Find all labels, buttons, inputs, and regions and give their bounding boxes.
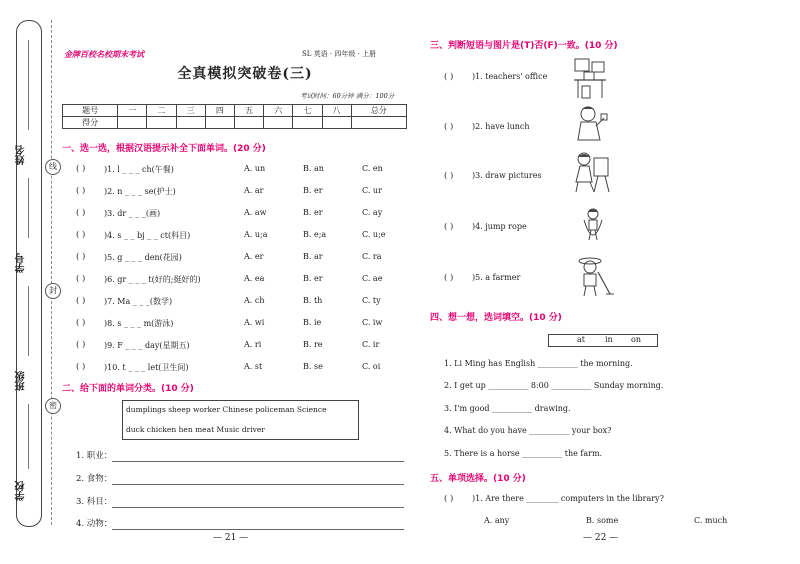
option-c: C. ir <box>362 340 380 349</box>
cut-line <box>51 20 52 525</box>
score-input[interactable] <box>322 117 351 129</box>
option-c: C. en <box>362 164 383 173</box>
score-cell: 五 <box>234 105 263 117</box>
answer-paren[interactable]: ( ) <box>76 252 86 262</box>
name-line <box>28 40 29 130</box>
label-name: 姓名 <box>16 145 27 165</box>
answer-paren[interactable]: ( ) <box>76 230 86 240</box>
label-student-id: 学号 <box>16 253 27 273</box>
exam-info: 考试时间：60分钟 满分：100分 <box>300 92 395 100</box>
option-a: A. ar <box>244 186 264 195</box>
seal-line: 线 <box>45 159 61 175</box>
score-table <box>62 104 407 129</box>
lunch-illustration <box>574 104 610 144</box>
answer-paren[interactable]: ( ) <box>444 222 454 232</box>
page-title: 全真模拟突破卷(三) <box>177 66 313 82</box>
option-b: B. se <box>303 362 323 371</box>
option-b: B. e;a <box>303 230 327 239</box>
option-b: B. ar <box>303 252 323 261</box>
question-text: )5. g _ _ _ den(花园) <box>104 253 182 262</box>
jump-rope-illustration <box>580 206 606 248</box>
question-text: )4. s _ _ bj _ _ ct(科目) <box>104 231 191 240</box>
choice-word: on <box>631 335 641 344</box>
score-cell: 六 <box>264 105 293 117</box>
word-bank-line: duck chicken hen meat Music driver <box>126 425 265 434</box>
page-number-left: — 21 — <box>213 533 249 543</box>
score-cell: 八 <box>322 105 351 117</box>
option-a: A. un <box>244 164 266 173</box>
question-text: )1. l _ _ _ ch(午餐) <box>104 165 174 174</box>
option-a: A. any <box>484 516 510 525</box>
fill-question[interactable]: 5. There is a horse __________ the farm. <box>444 449 603 458</box>
fill-question[interactable]: 4. What do you have __________ your box? <box>444 426 612 435</box>
office-illustration <box>572 56 608 100</box>
label-school: 学校 <box>16 481 27 501</box>
option-c: C. oi <box>362 362 381 371</box>
answer-paren[interactable]: ( ) <box>76 362 86 372</box>
section2-title: 二、给下面的单词分类。(10 分) <box>62 384 194 394</box>
school-line <box>28 404 29 469</box>
score-input[interactable] <box>205 117 234 129</box>
score-cell: 总分 <box>351 105 406 117</box>
option-b: B. re <box>303 340 323 349</box>
answer-paren[interactable]: ( ) <box>76 296 86 306</box>
score-cell: 七 <box>293 105 322 117</box>
class-line <box>28 286 29 356</box>
option-a: A. ch <box>244 296 265 305</box>
section3-title: 三、判断短语与图片是(T)否(F)一致。(10 分) <box>430 41 618 51</box>
category-label: 3. 科目： <box>76 497 113 507</box>
option-b: B. some <box>586 516 619 525</box>
option-c: C. ty <box>362 296 381 305</box>
score-input[interactable] <box>264 117 293 129</box>
category-label: 4. 动物： <box>76 519 113 529</box>
question-text: )5. a farmer <box>472 273 521 282</box>
score-input[interactable] <box>176 117 205 129</box>
option-a: A. u;a <box>244 230 268 239</box>
word-bank-line: dumplings sheep worker Chinese policeman Science <box>126 405 327 414</box>
option-b: B. an <box>303 164 324 173</box>
score-input[interactable] <box>118 117 147 129</box>
score-input[interactable] <box>147 117 176 129</box>
score-cell: 一 <box>118 105 147 117</box>
category-label: 1. 职业： <box>76 451 113 461</box>
score-cell: 三 <box>176 105 205 117</box>
option-c: C. much <box>694 516 728 525</box>
answer-paren[interactable]: ( ) <box>76 208 86 218</box>
answer-paren[interactable]: ( ) <box>76 274 86 284</box>
word-choice-box <box>548 334 658 347</box>
option-a: A. ea <box>244 274 265 283</box>
question-text: )7. Ma _ _ _(数学) <box>104 297 173 306</box>
answer-paren[interactable]: ( ) <box>444 122 454 132</box>
seal-secret: 密 <box>45 398 61 414</box>
seal-seal: 封 <box>45 283 61 299</box>
option-b: B. er <box>303 274 323 283</box>
option-c: C. ae <box>362 274 383 283</box>
answer-paren[interactable]: ( ) <box>76 318 86 328</box>
question-text: )4. jump rope <box>472 222 527 231</box>
farmer-illustration <box>570 254 614 298</box>
answer-paren[interactable]: ( ) <box>76 340 86 350</box>
section1-title: 一、选一选，根据汉语提示补全下面单词。(20 分) <box>62 144 266 154</box>
score-cell: 题号 <box>63 105 118 117</box>
score-cell: 得分 <box>63 117 118 129</box>
option-a: A. wi <box>244 318 265 327</box>
brand-label: 金牌百校名校期末考试 <box>64 49 144 59</box>
answer-paren[interactable]: ( ) <box>444 171 454 181</box>
option-c: C. iw <box>362 318 383 327</box>
section4-title: 四、想一想，选词填空。(10 分) <box>430 313 562 323</box>
answer-line[interactable] <box>112 528 404 530</box>
word-bank <box>122 400 359 440</box>
label-class: 班级 <box>16 371 27 391</box>
answer-paren[interactable]: ( ) <box>76 164 86 174</box>
drawing-illustration <box>572 150 612 194</box>
option-b: B. er <box>303 208 323 217</box>
section5-title: 五、单项选择。(10 分) <box>430 474 526 484</box>
question-text: )1. Are there ________ computers in the library? <box>472 494 664 503</box>
question-text: )9. F _ _ _ day(星期五) <box>104 341 190 350</box>
question-text: )2. have lunch <box>472 122 530 131</box>
option-b: B. th <box>303 296 323 305</box>
answer-paren[interactable]: ( ) <box>444 273 454 283</box>
answer-paren[interactable]: ( ) <box>444 72 454 82</box>
option-c: C. ay <box>362 208 383 217</box>
fill-question[interactable]: 3. I'm good __________ drawing. <box>444 404 571 413</box>
question-text: )6. gr _ _ _ t(好的;挺好的) <box>104 275 201 284</box>
score-cell: 四 <box>205 105 234 117</box>
fill-question[interactable]: 1. Li Ming has English __________ the morning. <box>444 359 633 368</box>
score-input[interactable] <box>234 117 263 129</box>
answer-paren[interactable]: ( ) <box>444 494 454 504</box>
option-a: A. aw <box>244 208 267 217</box>
page-number-right: — 22 — <box>583 533 619 543</box>
option-a: A. st <box>244 362 263 371</box>
choice-word: at <box>577 335 585 344</box>
score-cell: 二 <box>147 105 176 117</box>
score-value-row <box>63 117 407 129</box>
score-input[interactable] <box>351 117 406 129</box>
question-text: )1. teachers' office <box>472 72 548 81</box>
option-c: C. u;e <box>362 230 386 239</box>
answer-line[interactable] <box>112 483 404 485</box>
option-c: C. ra <box>362 252 382 261</box>
studentid-line <box>28 178 29 238</box>
answer-paren[interactable]: ( ) <box>76 186 86 196</box>
option-a: A. ri <box>244 340 262 349</box>
choice-word: in <box>605 335 613 344</box>
option-b: B. ie <box>303 318 322 327</box>
question-text: )10. t _ _ _ let(卫生间) <box>104 363 189 372</box>
score-header-row <box>63 105 407 117</box>
option-b: B. er <box>303 186 323 195</box>
option-c: C. ur <box>362 186 382 195</box>
grade-meta: SL 英语 · 四年级 · 上册 <box>302 50 377 58</box>
question-text: )3. draw pictures <box>472 171 542 180</box>
option-a: A. er <box>244 252 264 261</box>
category-label: 2. 食物： <box>76 474 113 484</box>
fill-question[interactable]: 2. I get up __________ 8:00 __________ Sunday morning. <box>444 381 664 390</box>
score-input[interactable] <box>293 117 322 129</box>
answer-line[interactable] <box>112 460 404 462</box>
answer-line[interactable] <box>112 506 404 508</box>
question-text: )3. dr _ _ _(画) <box>104 209 161 218</box>
question-text: )2. n _ _ _ se(护士) <box>104 187 176 196</box>
question-text: )8. s _ _ _ m(游泳) <box>104 319 174 328</box>
